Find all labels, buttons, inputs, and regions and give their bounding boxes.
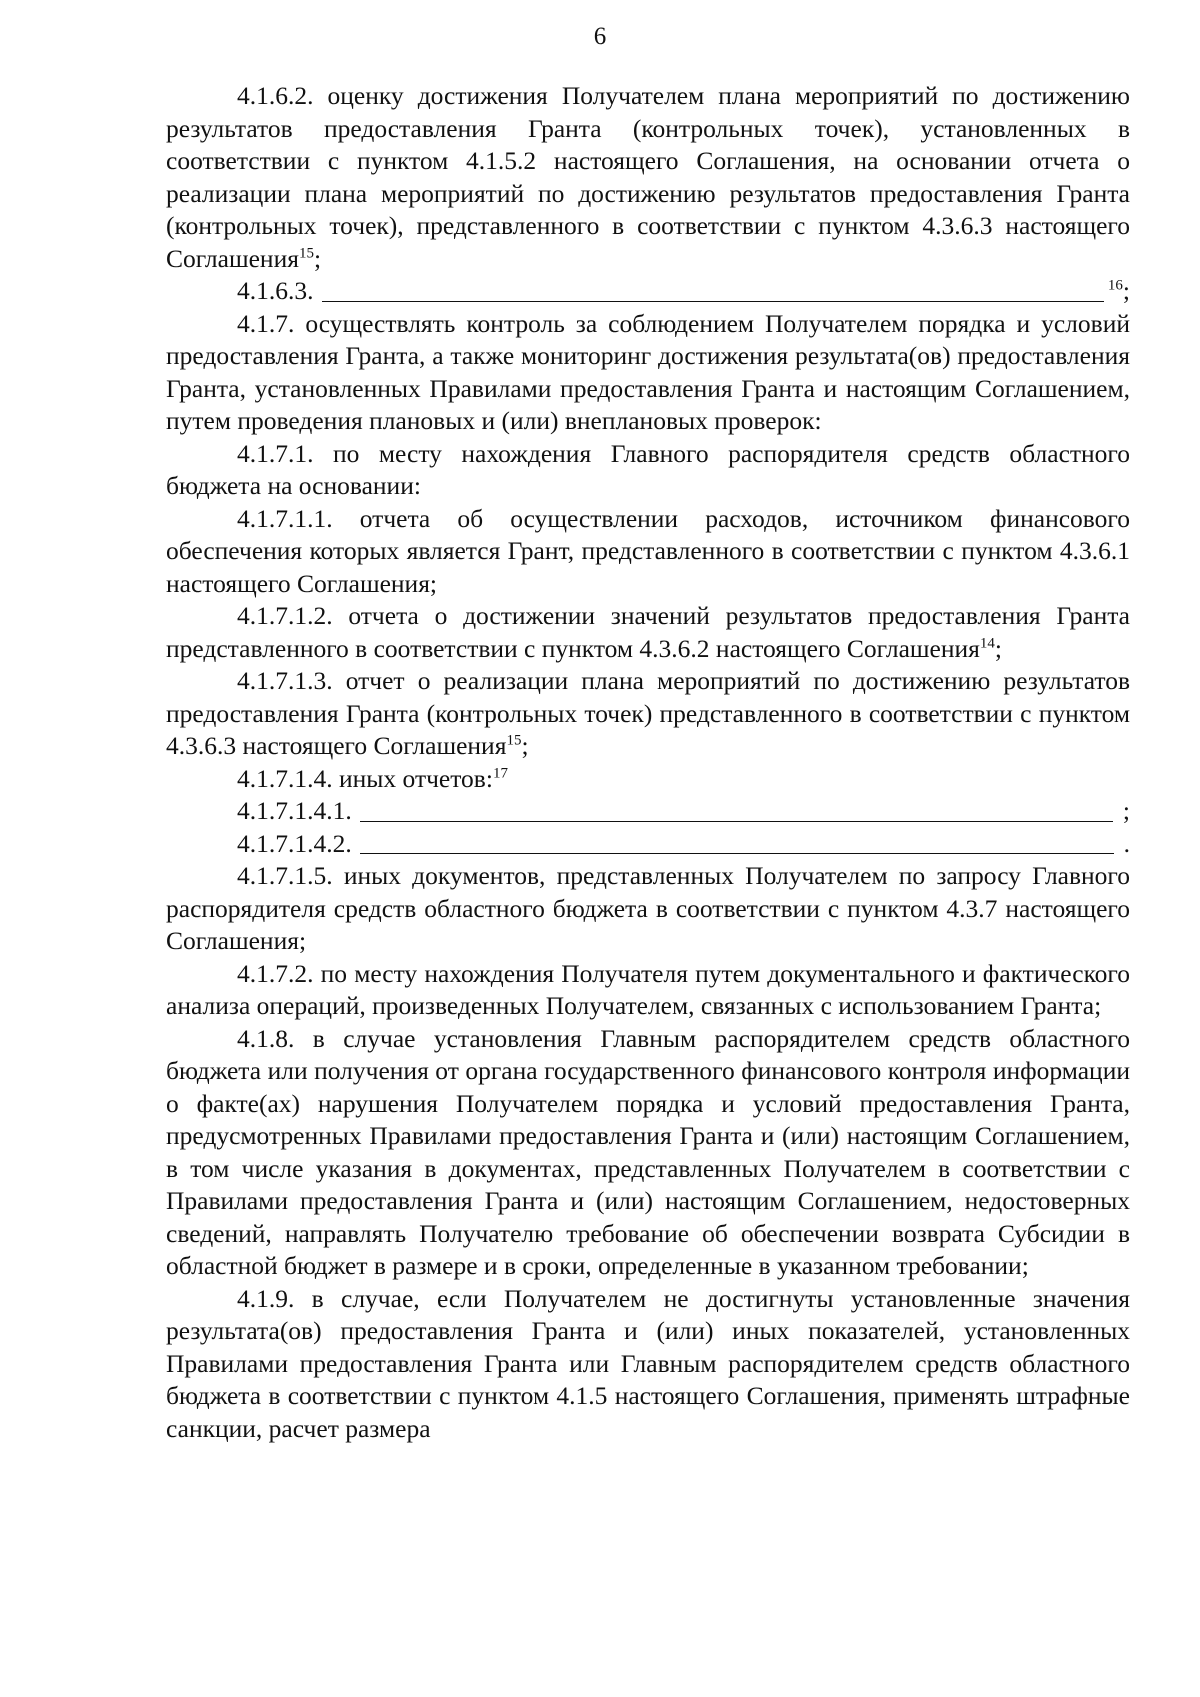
clause-4-1-7-1-1: 4.1.7.1.1. отчета об осуществлении расходов, источником финансового обеспечения которых является Грант, представленного в соответствии с пунктом 4.3.6.1 настоящего Соглашения; xyxy=(166,503,1130,598)
blank-fill-line xyxy=(322,277,1104,302)
blank-fill-line xyxy=(360,797,1113,822)
clause-4-1-8: 4.1.8. в случае установления Главным распорядителем средств областного бюджета или получения от органа государственного финансового контроля информации о факте(ах) нарушения Получателем порядка и условий предоставления Гранта, предусмотренных Правилами предоставления Гранта и (или) настоящим Соглашением, в том числе указания в документах, представленных Получателем в соответствии с Правилами предоставления Гранта и (или) настоящим Соглашением, недостоверных сведений, направлять Получателю требование об обеспечении возврата Субсидии в областной бюджет в размере и в сроки, определенные в указанном требовании; xyxy=(166,1023,1130,1280)
clause-end: ; xyxy=(521,731,529,760)
clause-4-1-7-1-3 xyxy=(166,665,1130,763)
blank-fill-line xyxy=(360,829,1114,854)
clause-4-1-6-3 xyxy=(166,275,1130,308)
clause-4-1-9: 4.1.9. в случае, если Получателем не достигнуты установленные значения результата(ов) предоставления Гранта и (или) иных показателей, установленных Правилами предоставления Гранта или Главным распорядителем средств областного бюджета в соответствии с пунктом 4.1.5 настоящего Соглашения, применять штрафные санкции, расчет размера xyxy=(166,1283,1130,1443)
clause-4-1-7-1-4-1 xyxy=(166,795,1130,828)
clause-end: ; xyxy=(994,633,1002,663)
clause-number: 4.1.6.3. xyxy=(237,276,314,305)
footnote-ref: 14 xyxy=(979,635,995,651)
clause-4-1-7-1-5: 4.1.7.1.5. иных документов, представленных Получателем по запросу Главного распорядителя средств областного бюджета в соответствии с пунктом 4.3.7 настоящего Соглашения; xyxy=(166,861,1130,955)
clause-end: ; xyxy=(313,243,322,273)
clause-4-1-7-1: 4.1.7.1. по месту нахождения Главного распорядителя средств областного бюджета на основании: xyxy=(166,438,1130,500)
footnote-ref: 15 xyxy=(298,245,314,261)
clause-4-1-7-1-4-2 xyxy=(166,828,1130,861)
clause-4-1-7: 4.1.7. осуществлять контроль за соблюдением Получателем порядка и условий предоставления Гранта, а также мониторинг достижения результата(ов) предоставления Гранта, установленных Правилами предоставления Гранта и настоящим Соглашением, путем проведения плановых и (или) внеплановых проверок: xyxy=(166,308,1130,435)
clause-text: 4.1.7.1.2. отчета о достижении значений результатов предоставления Гранта представленного в соответствии с пунктом 4.3.6.2 настоящего Соглашения xyxy=(166,601,1130,663)
clause-number: 4.1.7.1.4.2. xyxy=(237,828,352,858)
clause-4-1-7-2: 4.1.7.2. по месту нахождения Получателя путем документального и фактического анализа операций, произведенных Получателем, связанных с использованием Гранта; xyxy=(166,958,1130,1020)
document-body xyxy=(166,80,1130,1445)
clause-4-1-7-1-4 xyxy=(166,763,1130,796)
clause-4-1-6-2 xyxy=(166,80,1130,275)
clause-4-1-7-1-2 xyxy=(166,600,1130,665)
clause-end: ; xyxy=(1122,796,1130,825)
footnote-ref: 16 xyxy=(1107,277,1123,294)
footnote-ref: 17 xyxy=(492,765,508,781)
page-number: 6 xyxy=(593,23,607,50)
clause-end: . xyxy=(1123,828,1130,858)
clause-text: 4.1.7.1.4. иных отчетов: xyxy=(237,763,493,793)
clause-number: 4.1.7.1.4.1. xyxy=(237,796,352,825)
clause-text: 4.1.6.2. оценку достижения Получателем плана мероприятий по достижению результатов предоставления Гранта (контрольных точек), установленных в соответствии с пунктом 4.1.5.2 настоящего Соглашения, на основании отчета о реализации плана мероприятий по достижению результатов предоставления Гранта (контрольных точек), представленного в соответствии с пунктом 4.3.6.3 настоящего Соглашения xyxy=(166,81,1130,273)
footnote-ref: 15 xyxy=(506,732,522,749)
clause-end: ; xyxy=(1122,276,1130,305)
clause-text: 4.1.7.1.3. отчет о реализации плана мероприятий по достижению результатов предоставления Гранта (контрольных точек) представленного в соответствии с пунктом 4.3.6.3 настоящего Соглашения xyxy=(166,666,1130,760)
